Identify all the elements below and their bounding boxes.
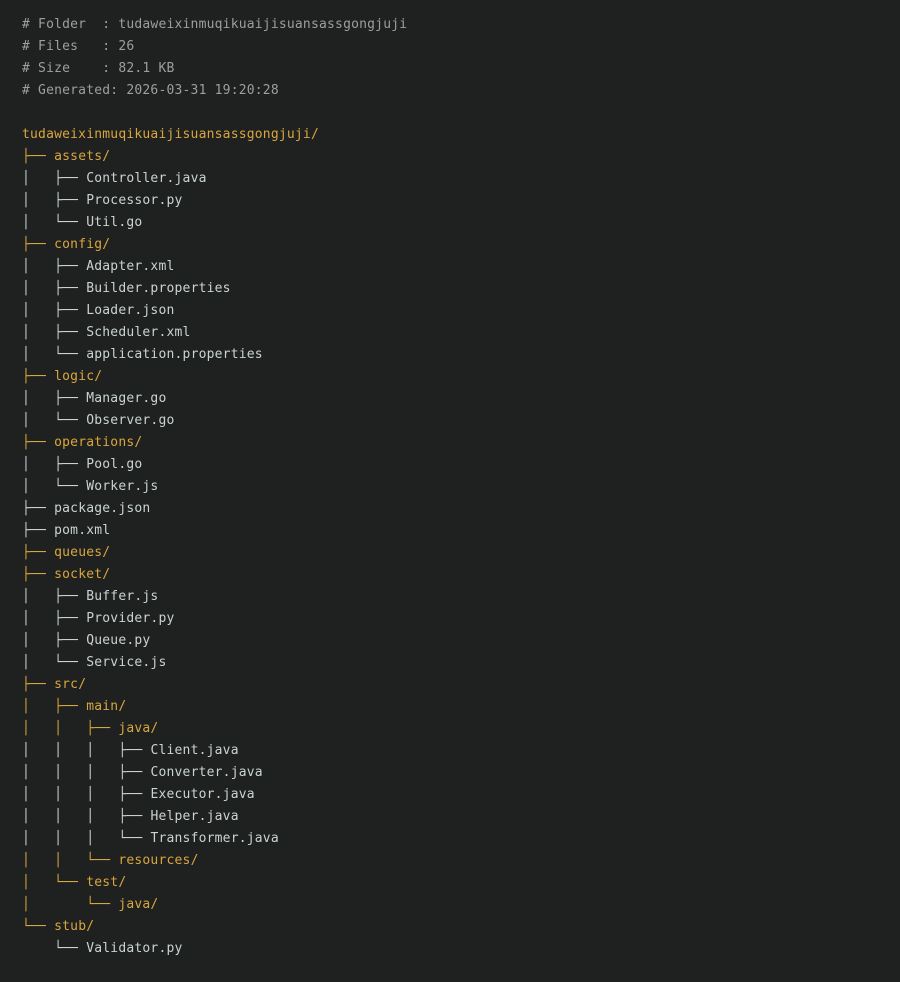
tree-branch-glyph: │ │ │ ├── bbox=[22, 787, 151, 802]
tree-row-directory bbox=[22, 894, 900, 916]
file-name: Pool.go bbox=[86, 457, 143, 472]
tree-branch-glyph: │ └── bbox=[22, 347, 87, 362]
file-name: Buffer.js bbox=[86, 589, 159, 604]
tree-row-directory bbox=[22, 850, 900, 872]
summary-files-line: # Files : 26 bbox=[22, 39, 135, 54]
file-name: Processor.py bbox=[86, 193, 183, 208]
directory-name: main/ bbox=[86, 699, 127, 714]
tree-row-file bbox=[22, 388, 900, 410]
file-name: Queue.py bbox=[86, 633, 151, 648]
file-name: Client.java bbox=[150, 743, 239, 758]
tree-branch-glyph: │ └── bbox=[22, 215, 87, 230]
tree-branch-glyph: │ ├── bbox=[22, 325, 87, 340]
tree-branch-glyph: ├── bbox=[22, 545, 55, 560]
directory-name: config/ bbox=[54, 237, 111, 252]
file-name: Util.go bbox=[86, 215, 143, 230]
tree-row-directory bbox=[22, 432, 900, 454]
tree-row-file bbox=[22, 762, 900, 784]
tree-row-file bbox=[22, 454, 900, 476]
tree-branch-glyph: │ └── bbox=[22, 413, 87, 428]
file-name: Observer.go bbox=[86, 413, 175, 428]
tree-row-file bbox=[22, 652, 900, 674]
tree-row-file bbox=[22, 212, 900, 234]
summary-size-line: # Size : 82.1 KB bbox=[22, 61, 175, 76]
tree-branch-glyph: ├── bbox=[22, 523, 55, 538]
tree-branch-glyph: │ ├── bbox=[22, 281, 87, 296]
tree-row-directory bbox=[22, 146, 900, 168]
tree-row-file bbox=[22, 784, 900, 806]
directory-name: operations/ bbox=[54, 435, 143, 450]
tree-row-file bbox=[22, 190, 900, 212]
file-name: Helper.java bbox=[150, 809, 239, 824]
tree-row-file bbox=[22, 256, 900, 278]
tree-branch-glyph: │ └── bbox=[22, 655, 87, 670]
tree-row-file bbox=[22, 300, 900, 322]
summary-folder-line: # Folder : tudaweixinmuqikuaijisuansassgongjuji bbox=[22, 17, 408, 32]
tree-rows bbox=[22, 146, 900, 960]
directory-name: stub/ bbox=[54, 919, 95, 934]
file-name: Transformer.java bbox=[150, 831, 279, 846]
file-name: Controller.java bbox=[86, 171, 207, 186]
directory-name: resources/ bbox=[118, 853, 199, 868]
tree-branch-glyph: ├── bbox=[22, 149, 55, 164]
tree-branch-glyph: │ ├── bbox=[22, 193, 87, 208]
tree-branch-glyph: ├── bbox=[22, 369, 55, 384]
directory-name: test/ bbox=[86, 875, 127, 890]
directory-name: java/ bbox=[118, 721, 159, 736]
file-name: application.properties bbox=[86, 347, 263, 362]
directory-name: java/ bbox=[118, 897, 159, 912]
tree-branch-glyph: │ │ │ ├── bbox=[22, 743, 151, 758]
tree-row-file bbox=[22, 608, 900, 630]
tree-branch-glyph: │ │ │ ├── bbox=[22, 765, 151, 780]
file-name: Builder.properties bbox=[86, 281, 231, 296]
tree-branch-glyph: │ ├── bbox=[22, 303, 87, 318]
tree-branch-glyph: │ ├── bbox=[22, 259, 87, 274]
tree-row-file bbox=[22, 586, 900, 608]
tree-row-file bbox=[22, 520, 900, 542]
file-name: Provider.py bbox=[86, 611, 175, 626]
tree-branch-glyph: │ └── bbox=[22, 897, 119, 912]
tree-branch-glyph: └── bbox=[22, 919, 55, 934]
tree-branch-glyph: ├── bbox=[22, 237, 55, 252]
file-name: Executor.java bbox=[150, 787, 255, 802]
tree-row-file bbox=[22, 806, 900, 828]
file-name: Adapter.xml bbox=[86, 259, 175, 274]
tree-row-directory bbox=[22, 366, 900, 388]
tree-branch-glyph: │ ├── bbox=[22, 589, 87, 604]
tree-branch-glyph: │ ├── bbox=[22, 611, 87, 626]
tree-row-file bbox=[22, 344, 900, 366]
file-name: pom.xml bbox=[54, 523, 111, 538]
file-name: Scheduler.xml bbox=[86, 325, 191, 340]
tree-row-file bbox=[22, 476, 900, 498]
directory-name: queues/ bbox=[54, 545, 111, 560]
directory-name: socket/ bbox=[54, 567, 111, 582]
tree-row-file bbox=[22, 410, 900, 432]
file-name: Validator.py bbox=[86, 941, 183, 956]
tree-row-directory bbox=[22, 674, 900, 696]
tree-branch-glyph: │ └── bbox=[22, 479, 87, 494]
tree-row-file bbox=[22, 828, 900, 850]
tree-row-directory bbox=[22, 542, 900, 564]
tree-branch-glyph: ├── bbox=[22, 567, 55, 582]
tree-branch-glyph: │ │ │ └── bbox=[22, 831, 151, 846]
directory-name: src/ bbox=[54, 677, 87, 692]
summary-generated-line: # Generated: 2026-03-31 19:20:28 bbox=[22, 83, 279, 98]
tree-row-file bbox=[22, 740, 900, 762]
tree-branch-glyph: │ │ │ ├── bbox=[22, 809, 151, 824]
file-name: Converter.java bbox=[150, 765, 263, 780]
tree-branch-glyph: ├── bbox=[22, 501, 55, 516]
tree-branch-glyph: │ ├── bbox=[22, 633, 87, 648]
directory-name: logic/ bbox=[54, 369, 103, 384]
tree-branch-glyph: │ ├── bbox=[22, 171, 87, 186]
tree-branch-glyph: │ ├── bbox=[22, 699, 87, 714]
file-name: Service.js bbox=[86, 655, 167, 670]
tree-branch-glyph: │ ├── bbox=[22, 391, 87, 406]
tree-branch-glyph: │ │ ├── bbox=[22, 721, 119, 736]
tree-branch-glyph: │ └── bbox=[22, 875, 87, 890]
directory-name: assets/ bbox=[54, 149, 111, 164]
tree-row-directory bbox=[22, 916, 900, 938]
file-name: Loader.json bbox=[86, 303, 175, 318]
file-name: Worker.js bbox=[86, 479, 159, 494]
tree-row-directory bbox=[22, 872, 900, 894]
summary-header bbox=[22, 14, 900, 102]
file-name: Manager.go bbox=[86, 391, 167, 406]
tree-row-directory bbox=[22, 718, 900, 740]
tree-row-file bbox=[22, 168, 900, 190]
tree-row-directory bbox=[22, 696, 900, 718]
tree-row-file bbox=[22, 322, 900, 344]
tree-branch-glyph: ├── bbox=[22, 435, 55, 450]
tree-row-file bbox=[22, 630, 900, 652]
tree-row-directory bbox=[22, 234, 900, 256]
tree-branch-glyph: │ │ └── bbox=[22, 853, 119, 868]
file-name: package.json bbox=[54, 501, 151, 516]
tree-row-directory bbox=[22, 564, 900, 586]
tree-root-directory: tudaweixinmuqikuaijisuansassgongjuji/ bbox=[22, 127, 319, 142]
tree-branch-glyph: ├── bbox=[22, 677, 55, 692]
tree-branch-glyph: └── bbox=[22, 941, 87, 956]
tree-branch-glyph: │ ├── bbox=[22, 457, 87, 472]
tree-row-file bbox=[22, 938, 900, 960]
tree-row-file bbox=[22, 278, 900, 300]
tree-row-file bbox=[22, 498, 900, 520]
